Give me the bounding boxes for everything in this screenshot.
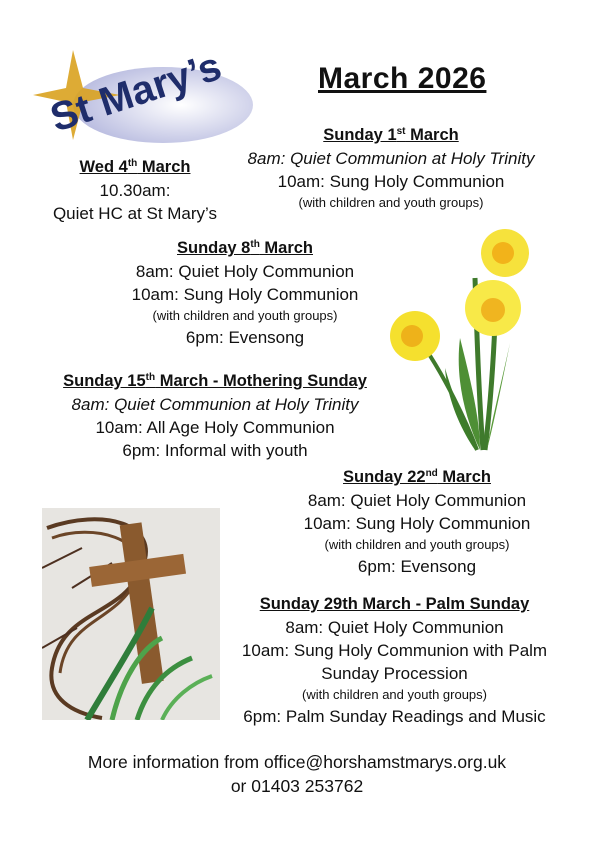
daffodil-image [385,218,540,453]
event-sunday-22 [272,466,562,578]
logo [28,40,253,150]
logo-graphic [28,40,253,150]
daffodil-icon [385,218,540,453]
event-line: 8am: Quiet Communion at Holy Trinity [247,149,535,168]
daffodil-flower-middle [465,280,521,336]
event-sunday-29 [222,593,567,728]
event-line: 10am: Sung Holy Communion with Palm [241,641,548,660]
event-line: 10am: All Age Holy Communion [95,418,335,437]
cross-image [42,508,220,720]
event-sunday-8 [100,237,390,349]
footer-email-line: More information from office@horshamstmarys.org.uk [87,752,507,772]
event-sunday-1 [228,124,554,213]
daffodil-flower-top [481,229,529,277]
event-line: (with children and youth groups) [298,195,484,210]
event-line: 6pm: Palm Sunday Readings and Music [243,707,546,726]
event-line: 10am: Sung Holy Communion [303,514,531,533]
event-heading: Sunday 1st March [323,126,459,144]
event-heading: Sunday 22nd March [343,468,491,486]
event-line: (with children and youth groups) [302,687,487,702]
event-heading: Sunday 8th March [177,239,313,257]
event-line: Sunday Procession [321,664,468,683]
event-line: Quiet HC at St Mary’s [52,204,218,223]
event-line: (with children and youth groups) [152,308,338,323]
event-sunday-15 [40,370,390,462]
event-line: (with children and youth groups) [324,537,510,552]
footer-contact [40,750,554,798]
event-line: 6pm: Evensong [185,328,305,347]
event-line: 8am: Quiet Holy Communion [135,262,355,281]
event-line: 10am: Sung Holy Communion [131,285,359,304]
event-heading: Sunday 15th March - Mothering Sunday [63,372,367,390]
event-line: 6pm: Evensong [357,557,477,576]
event-line: 10.30am: [99,181,171,200]
logo-text: St Mary’s [45,44,227,141]
daffodil-flower-left [390,311,440,361]
event-heading: Sunday 29th March - Palm Sunday [259,595,530,613]
event-line: 6pm: Informal with youth [122,441,308,460]
cross-icon [42,508,220,720]
event-wed-4 [30,156,240,225]
event-heading: Wed 4th March [79,158,191,176]
footer-phone-line: or 01403 253762 [230,776,364,796]
event-line: 8am: Quiet Communion at Holy Trinity [71,395,359,414]
event-line: 8am: Quiet Holy Communion [307,491,527,510]
event-line: 8am: Quiet Holy Communion [285,618,504,637]
page-title: March 2026 [318,62,487,95]
event-line: 10am: Sung Holy Communion [277,172,505,191]
